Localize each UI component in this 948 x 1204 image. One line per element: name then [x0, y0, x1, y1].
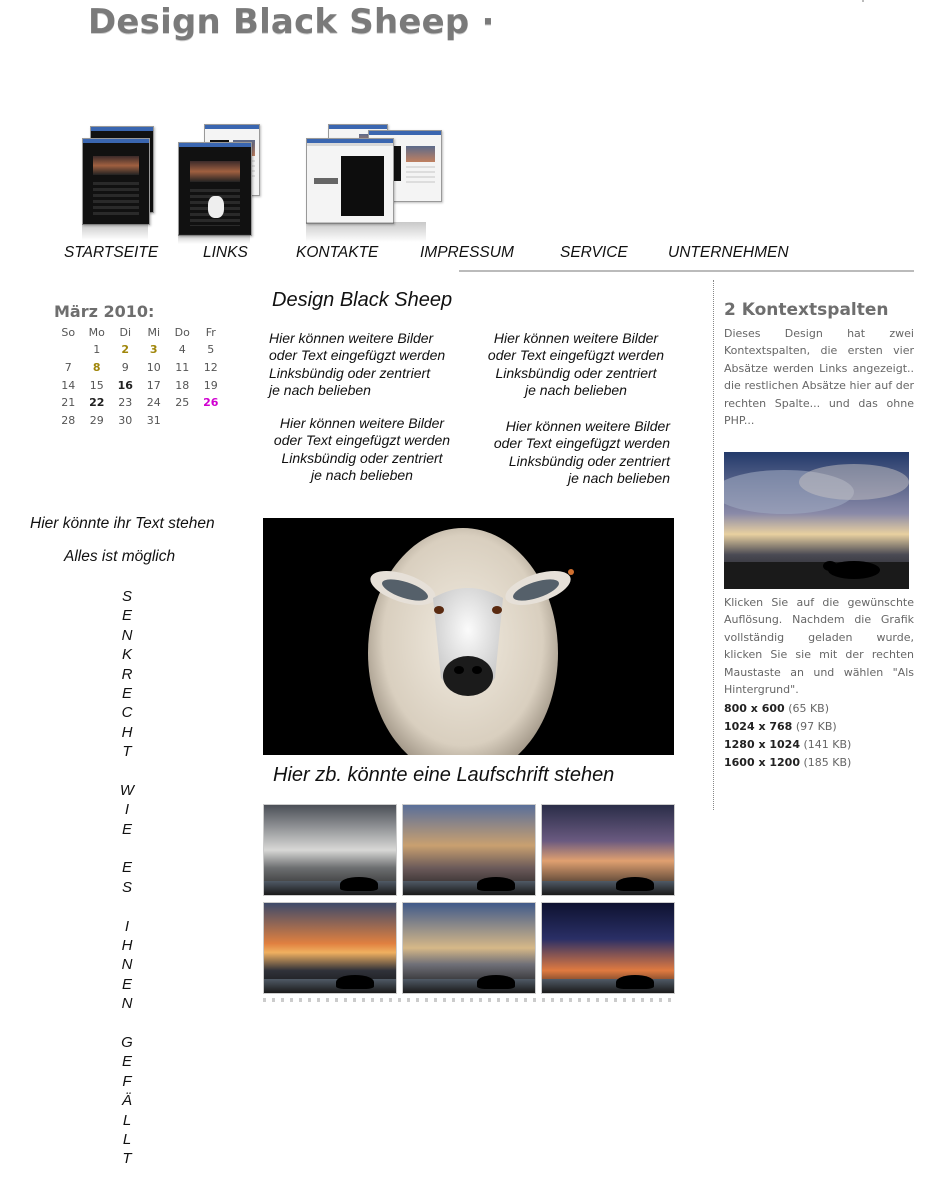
calendar-day: 25 [175, 396, 190, 410]
resolution-size: 800 x 600 [724, 702, 785, 715]
resolution-link[interactable] [724, 718, 851, 736]
vertical-letter [112, 1014, 142, 1033]
text-line: Hier können weitere Bilder [269, 330, 434, 346]
calendar-day: 24 [146, 396, 161, 410]
calendar-day [168, 412, 197, 430]
resolution-link[interactable] [724, 754, 851, 772]
calendar-day: 12 [203, 361, 218, 375]
resolution-size: 1024 x 768 [724, 720, 793, 733]
sunset-image[interactable] [724, 452, 909, 589]
resolution-link[interactable] [724, 700, 851, 718]
resolution-size: 1600 x 1200 [724, 756, 800, 769]
text-line: Linksbündig oder zentriert [269, 364, 431, 381]
gallery-thumbnail[interactable] [402, 902, 536, 994]
site-title: Design Black Sheep · [88, 2, 495, 42]
text-line: oder Text eingefügzt werden [493, 435, 670, 452]
calendar-day-link[interactable]: 3 [149, 343, 158, 357]
resolution-links [724, 700, 851, 772]
vertical-letter [112, 839, 142, 858]
vertical-letter: L [122, 1111, 132, 1129]
divider-mark [862, 0, 864, 2]
calendar-weekday: Mo [88, 326, 105, 339]
theme-preview-1[interactable] [82, 126, 157, 241]
text-line: Linksbündig oder zentriert [281, 449, 443, 466]
vertical-letter: E [121, 859, 132, 877]
file-size: (97 KB) [795, 720, 837, 733]
text-line: oder Text eingefügzt werden [269, 347, 446, 364]
vertical-letter: I [124, 917, 130, 935]
vertical-letter: H [121, 723, 133, 741]
vertical-letter: W [119, 781, 135, 799]
sidebar-text: Dieses Design hat zwei Kontextspalten, die ersten vier Absätze werden Links angezeigt.. die restlichen Absätze hier auf der rechten Spalte... und das ohne PHP... [724, 327, 914, 428]
gallery-thumbnail[interactable] [541, 804, 675, 896]
calendar-weekday: Di [119, 326, 132, 339]
calendar-day: 14 [61, 378, 76, 392]
promo-subtext: Alles ist möglich [64, 548, 176, 565]
text-block-2 [478, 330, 674, 400]
gallery-thumbnail[interactable] [541, 902, 675, 994]
calendar-day: 30 [118, 414, 133, 428]
vertical-letter: K [121, 646, 132, 664]
content-title: Design Black Sheep [272, 289, 453, 311]
vertical-letter: R [121, 665, 133, 683]
sidebar-instructions: Klicken Sie auf die gewünschte Auflösung. Nachdem die Grafik vollständig geladen wurde, klicken Sie sie mit der rechten Maustaste an und wählen "Als Hintergrund". [724, 596, 914, 697]
calendar-day: 9 [121, 361, 129, 375]
vertical-letter: E [121, 684, 132, 702]
calendar-day: 21 [61, 396, 76, 410]
vertical-letter: G [121, 1033, 133, 1051]
photo-gallery [263, 804, 675, 994]
vertical-letter: E [121, 607, 132, 625]
nav-startseite[interactable]: STARTSEITE [64, 244, 159, 261]
nav-kontakte[interactable]: KONTAKTE [296, 244, 379, 261]
vertical-letter: I [124, 801, 130, 819]
vertical-letter: Ä [121, 1092, 132, 1110]
vertical-letter: T [122, 743, 132, 761]
theme-preview-3[interactable] [306, 124, 442, 242]
text-block-3 [264, 415, 460, 485]
calendar-weekday: So [61, 326, 76, 339]
vertical-letter: C [121, 704, 133, 722]
resolution-link[interactable] [724, 736, 851, 754]
nav-divider [459, 270, 914, 272]
calendar-day: 29 [89, 414, 104, 428]
vertical-letter: S [121, 588, 132, 605]
sidebar-title: 2 Kontextspalten [724, 300, 889, 320]
calendar-title: März 2010: [54, 302, 155, 321]
marquee-text: Hier zb. könnte eine Laufschrift stehen [273, 764, 615, 786]
gallery-thumbnail[interactable] [263, 902, 397, 994]
text-line: Linksbündig oder zentriert [495, 364, 657, 381]
calendar-day: 15 [89, 378, 104, 392]
vertical-letter: E [121, 975, 132, 993]
vertical-letter: F [122, 1072, 132, 1090]
text-block-1 [269, 330, 445, 400]
calendar-day-link[interactable]: 22 [89, 396, 105, 410]
text-line: Linksbündig oder zentriert [508, 452, 670, 469]
text-line: je nach belieben [568, 470, 670, 487]
vertical-letter: N [121, 626, 133, 644]
calendar-day: 31 [146, 414, 161, 428]
calendar-day-link[interactable]: 8 [92, 361, 101, 375]
gallery-thumbnail[interactable] [263, 804, 397, 896]
calendar-day: 18 [175, 378, 190, 392]
nav-unternehmen[interactable]: UNTERNEHMEN [668, 244, 789, 261]
file-size: (141 KB) [803, 738, 852, 751]
promo-text: Hier könnte ihr Text stehen [30, 515, 215, 532]
calendar-weekday: Do [174, 326, 190, 339]
calendar-day: 28 [61, 414, 76, 428]
file-size: (185 KB) [803, 756, 852, 769]
file-size: (65 KB) [788, 702, 830, 715]
nav-links[interactable]: LINKS [203, 244, 248, 261]
theme-preview-2[interactable] [178, 124, 260, 242]
calendar-day: 11 [175, 361, 190, 375]
calendar-day: 23 [118, 396, 133, 410]
calendar-day-link[interactable]: 16 [117, 378, 133, 392]
text-block-4 [474, 418, 670, 488]
nav-impressum[interactable]: IMPRESSUM [420, 244, 514, 261]
vertical-letter: S [121, 878, 132, 896]
gallery-thumbnail[interactable] [402, 804, 536, 896]
sheep-image [263, 518, 674, 755]
vertical-letter: T [122, 1150, 132, 1168]
calendar-weekday: Mi [147, 326, 161, 339]
text-line: je nach belieben [311, 467, 413, 484]
vertical-text [112, 587, 142, 1169]
vertical-letter: H [121, 937, 133, 955]
vertical-letter: L [122, 1130, 132, 1148]
text-line: je nach belieben [269, 382, 371, 399]
vertical-letter: N [121, 956, 133, 974]
text-line: Hier können weitere Bilder [279, 415, 445, 431]
calendar-day [197, 412, 226, 430]
calendar-day: 10 [146, 361, 161, 375]
text-line: oder Text eingefügzt werden [273, 432, 451, 449]
vertical-letter: E [121, 1053, 132, 1071]
calendar-weekday: Fr [205, 326, 216, 339]
calendar-day: 1 [93, 343, 101, 357]
calendar-today[interactable]: 26 [203, 396, 219, 410]
vertical-letter: E [121, 820, 132, 838]
vertical-letter [112, 762, 142, 781]
calendar-day [54, 341, 83, 359]
calendar [54, 324, 225, 429]
text-line: oder Text eingefügzt werden [487, 347, 665, 364]
vertical-letter: N [121, 995, 133, 1013]
calendar-day: 17 [146, 378, 161, 392]
column-divider [713, 280, 714, 810]
text-line: je nach belieben [525, 382, 627, 399]
text-line: Hier können weitere Bilder [505, 418, 670, 434]
resolution-size: 1280 x 1024 [724, 738, 800, 751]
calendar-day: 4 [178, 343, 186, 357]
nav-service[interactable]: SERVICE [560, 244, 628, 261]
calendar-day: 7 [64, 361, 72, 375]
calendar-day-link[interactable]: 2 [121, 343, 130, 357]
vertical-letter [112, 897, 142, 916]
calendar-day: 5 [207, 343, 215, 357]
gallery-caption-dots [263, 998, 675, 1002]
calendar-day: 19 [203, 378, 218, 392]
text-line: Hier können weitere Bilder [493, 330, 659, 346]
